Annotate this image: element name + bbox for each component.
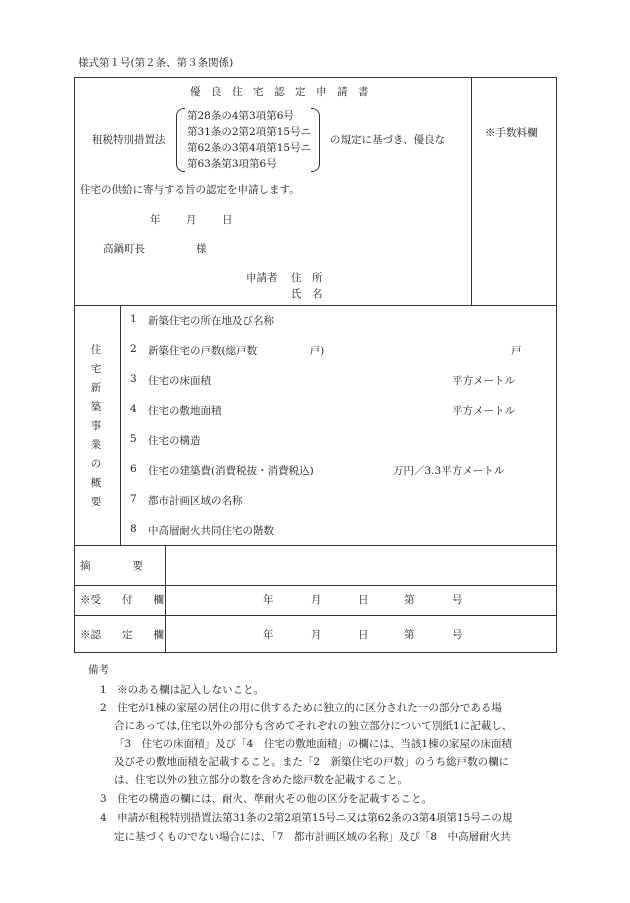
note-line: 合にあっては,住宅以外の部分も含めてそれぞれの独立部分について別紙1に記載し、 — [114, 720, 513, 732]
item-label-floors: 中高層耐火共同住宅の階数 — [148, 525, 274, 537]
section-label-char: 要 — [90, 496, 102, 508]
note-line: 3 住宅の構造の欄には、耐火、準耐火その他の区分を記載すること。 — [100, 793, 433, 805]
item-label-site-area: 住宅の敷地面積 — [148, 405, 222, 417]
section-label-char: 築 — [90, 401, 102, 413]
item-label-units: 新築住宅の戸数(総戸数 戸) — [148, 345, 325, 357]
note-line: 4 申請が租税特別措置法第31条の2第2項第15号ニ又は第62条の3第4項第15号ニの規 — [100, 812, 513, 824]
approval-divider — [74, 615, 557, 616]
note-line: 2 住宅が1棟の家屋の居住の用に供するために独立的に区分された一の部分である場 — [100, 702, 502, 714]
receipt-no-prefix: 第 — [404, 594, 415, 606]
application-sentence: 住宅の供給に寄与する旨の認定を申請します。 — [80, 184, 300, 196]
approval-no-suffix: 号 — [452, 629, 463, 641]
row-label-border — [165, 545, 166, 653]
section-label-char: 概 — [90, 477, 102, 489]
left-bracket — [176, 108, 185, 172]
summary-label: 摘 要 — [80, 560, 143, 572]
item-number: 2 — [130, 343, 137, 355]
section-divider — [74, 305, 557, 306]
section-label-char: 宅 — [90, 363, 102, 375]
law-suffix: の規定に基づき、優良な — [330, 134, 446, 146]
law-item: 第28条の4第3項第6号 — [187, 110, 294, 122]
item-number: 5 — [130, 433, 137, 445]
applicant-address-label: 住 所 — [291, 272, 323, 284]
addressee-honorific: 様 — [196, 243, 207, 255]
receipt-month: 月 — [311, 594, 322, 606]
notes-title: 備考 — [88, 664, 109, 676]
section-label-char: 新 — [90, 382, 102, 394]
note-line: 定に基づくものでない場合には、「7 都市計画区域の名称」及び「8 中高層耐火共 — [114, 831, 511, 843]
law-item: 第31条の2第2項第15号ニ — [187, 126, 312, 138]
receipt-no-suffix: 号 — [452, 594, 463, 606]
fee-column-border — [471, 77, 472, 306]
section-label-char: 事 — [90, 420, 102, 432]
section-label-char: 業 — [90, 439, 102, 451]
receipt-label: ※受 付 欄 — [80, 594, 164, 606]
law-item: 第63条第3項第6号 — [187, 158, 277, 170]
item-number: 4 — [130, 403, 137, 415]
note-line: 1 ※のある欄は記入しないこと。 — [100, 684, 265, 696]
date-day: 日 — [222, 214, 233, 226]
note-line: 「3 住宅の床面積」及び「4 住宅の敷地面積」の欄には、当該1棟の家屋の床面積 — [114, 738, 513, 750]
section-label-char: 住 — [90, 344, 102, 356]
right-bracket — [311, 108, 320, 172]
document-title: 優 良 住 宅 認 定 申 請 書 — [190, 86, 369, 98]
item-unit: 万円／3.3平方メートル — [393, 465, 505, 477]
item-unit: 平方メートル — [452, 405, 515, 417]
section-label-border — [120, 305, 121, 546]
item-unit: 戸 — [511, 345, 522, 357]
item-number: 1 — [130, 313, 137, 325]
applicant-label: 申請者 — [246, 272, 278, 284]
applicant-name-label: 氏 名 — [291, 288, 323, 300]
note-line: は、住宅以外の独立部分の数を含めた総戸数を記載すること。 — [114, 774, 408, 786]
table-right-border — [556, 77, 557, 653]
summary-divider — [74, 545, 557, 546]
approval-no-prefix: 第 — [404, 629, 415, 641]
fee-label: ※手数料欄 — [485, 127, 538, 139]
item-number: 7 — [130, 493, 137, 505]
item-number: 8 — [130, 523, 137, 535]
date-month: 月 — [186, 214, 197, 226]
approval-day: 日 — [358, 629, 369, 641]
date-year: 年 — [150, 214, 161, 226]
item-label-planning-area: 都市計画区域の名称 — [148, 495, 243, 507]
approval-year: 年 — [263, 629, 274, 641]
receipt-day: 日 — [358, 594, 369, 606]
note-line: 及びその敷地面積を記載すること。また「2 新築住宅の戸数」のうち総戸数の欄に — [114, 756, 510, 768]
item-number: 6 — [130, 463, 137, 475]
law-name: 租税特別措置法 — [92, 134, 166, 146]
approval-month: 月 — [311, 629, 322, 641]
table-left-border — [74, 77, 75, 653]
item-label-location: 新築住宅の所在地及び名称 — [148, 315, 274, 327]
receipt-divider — [74, 585, 557, 586]
law-item: 第62条の3第4項第15号ニ — [187, 142, 312, 154]
table-top-border — [74, 77, 557, 78]
item-number: 3 — [130, 373, 137, 385]
receipt-year: 年 — [263, 594, 274, 606]
item-unit: 平方メートル — [452, 375, 515, 387]
item-label-structure: 住宅の構造 — [148, 435, 201, 447]
item-label-floor-area: 住宅の床面積 — [148, 375, 211, 387]
form-label: 様式第１号(第２条、第３条関係) — [78, 57, 234, 69]
approval-label: ※認 定 欄 — [80, 629, 164, 641]
section-label-char: の — [90, 458, 102, 470]
table-bottom-border — [74, 652, 557, 653]
addressee-name: 高鍋町長 — [103, 243, 145, 255]
item-label-cost: 住宅の建築費(消費税抜・消費税込) — [148, 465, 314, 477]
